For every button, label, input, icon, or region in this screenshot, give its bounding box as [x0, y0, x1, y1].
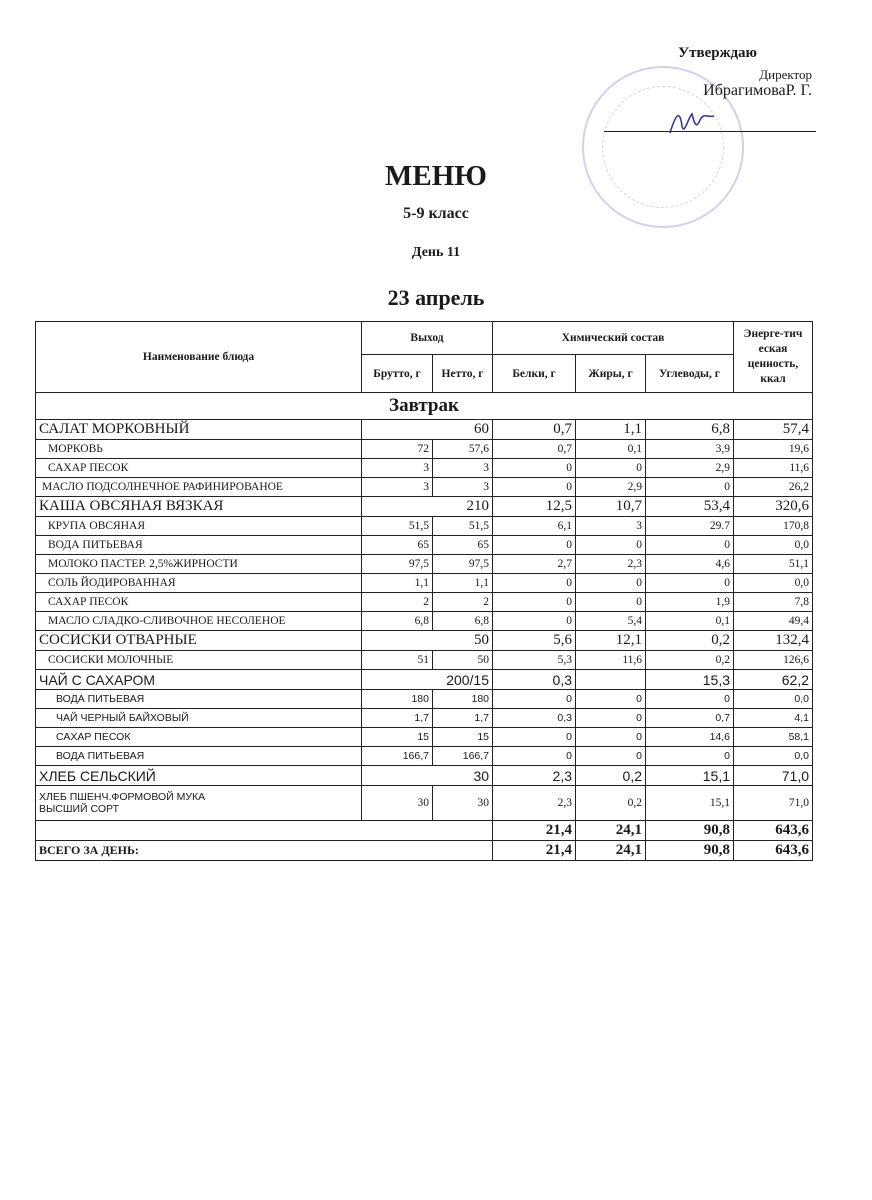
ingredient-netto: 3 [433, 459, 493, 478]
subtotal-row [36, 821, 813, 841]
ingredient-energy: 51,1 [734, 555, 813, 574]
ingredient-name: МОЛОКО ПАСТЕР. 2,5%ЖИРНОСТИ [36, 555, 362, 574]
ingredient-carbs: 0 [646, 478, 734, 497]
dish-row [36, 631, 813, 651]
ingredient-name: МАСЛО ПОДСОЛНЕЧНОЕ РАФИНИРОВАНОЕ [36, 478, 362, 497]
dish-name: КАША ОВСЯНАЯ ВЯЗКАЯ [36, 497, 362, 517]
dish-energy: 132,4 [734, 631, 813, 651]
ingredient-brutto: 30 [362, 786, 433, 821]
ingredient-name: ЧАЙ ЧЕРНЫЙ БАЙХОВЫЙ [36, 709, 362, 728]
ingredient-carbs: 2,9 [646, 459, 734, 478]
ingredient-energy: 49,4 [734, 612, 813, 631]
ingredient-name: МАСЛО СЛАДКО-СЛИВОЧНОЕ НЕСОЛЕНОЕ [36, 612, 362, 631]
dish-name: СОСИСКИ ОТВАРНЫЕ [36, 631, 362, 651]
ingredient-fat: 0 [576, 574, 646, 593]
total-row [36, 841, 813, 861]
dish-energy: 62,2 [734, 670, 813, 690]
ingredient-carbs: 0,2 [646, 651, 734, 670]
ingredient-brutto: 1,7 [362, 709, 433, 728]
ingredient-name: ХЛЕБ ПШЕНЧ.ФОРМОВОЙ МУКА ВЫСШИЙ СОРТ [36, 786, 362, 821]
dish-energy: 71,0 [734, 766, 813, 786]
ingredient-row [36, 478, 813, 497]
dish-carbs: 15,3 [646, 670, 734, 690]
ingredient-row [36, 747, 813, 766]
dish-row [36, 766, 813, 786]
ingredient-carbs: 0 [646, 574, 734, 593]
dish-fat: 1,1 [576, 420, 646, 440]
total-energy: 643,6 [734, 841, 813, 861]
dish-protein: 0,7 [493, 420, 576, 440]
ingredient-fat: 0 [576, 459, 646, 478]
ingredient-protein: 0 [493, 478, 576, 497]
ingredient-energy: 4,1 [734, 709, 813, 728]
ingredient-row [36, 651, 813, 670]
ingredient-carbs: 0,7 [646, 709, 734, 728]
ingredient-protein: 0 [493, 728, 576, 747]
dish-output: 50 [362, 631, 493, 651]
subtotal-carbs: 90,8 [646, 821, 734, 841]
ingredient-row [36, 517, 813, 536]
ingredient-fat: 5,4 [576, 612, 646, 631]
ingredient-fat: 0 [576, 709, 646, 728]
dish-fat: 12,1 [576, 631, 646, 651]
ingredient-carbs: 4,6 [646, 555, 734, 574]
ingredient-protein: 0,3 [493, 709, 576, 728]
ingredient-fat: 11,6 [576, 651, 646, 670]
day-label: День 11 [411, 245, 461, 260]
ingredient-energy: 0,0 [734, 690, 813, 709]
ingredient-netto: 166,7 [433, 747, 493, 766]
ingredient-brutto: 1,1 [362, 574, 433, 593]
total-carbs: 90,8 [646, 841, 734, 861]
ingredient-carbs: 1,9 [646, 593, 734, 612]
subtotal-energy: 643,6 [734, 821, 813, 841]
ingredient-energy: 0,0 [734, 574, 813, 593]
ingredient-netto: 1,7 [433, 709, 493, 728]
ingredient-netto: 6,8 [433, 612, 493, 631]
ingredient-brutto: 15 [362, 728, 433, 747]
dish-protein: 0,3 [493, 670, 576, 690]
director-position: Директор [759, 67, 812, 82]
ingredient-protein: 0 [493, 574, 576, 593]
ingredient-row [36, 709, 813, 728]
subtotal-fat: 24,1 [576, 821, 646, 841]
ingredient-protein: 0 [493, 459, 576, 478]
meal-title: Завтрак [36, 393, 813, 420]
col-header-output: Выход [362, 322, 493, 355]
ingredient-row [36, 786, 813, 821]
ingredient-fat: 0 [576, 690, 646, 709]
ingredient-carbs: 0 [646, 690, 734, 709]
dish-output: 30 [362, 766, 493, 786]
dish-name: ХЛЕБ СЕЛЬСКИЙ [36, 766, 362, 786]
dish-name: САЛАТ МОРКОВНЫЙ [36, 420, 362, 440]
ingredient-brutto: 3 [362, 459, 433, 478]
dish-energy: 57,4 [734, 420, 813, 440]
ingredient-fat: 0 [576, 593, 646, 612]
ingredient-name: МОРКОВЬ [36, 440, 362, 459]
ingredient-carbs: 3,9 [646, 440, 734, 459]
ingredient-protein: 2,7 [493, 555, 576, 574]
ingredient-carbs: 15,1 [646, 786, 734, 821]
ingredient-brutto: 2 [362, 593, 433, 612]
dish-carbs: 0,2 [646, 631, 734, 651]
ingredient-netto: 15 [433, 728, 493, 747]
dish-row [36, 420, 813, 440]
dish-row [36, 670, 813, 690]
ingredient-row [36, 612, 813, 631]
menu-table [35, 321, 813, 861]
ingredient-netto: 2 [433, 593, 493, 612]
signature-icon [668, 108, 718, 138]
ingredient-brutto: 6,8 [362, 612, 433, 631]
date-label: 23 апрель [387, 285, 485, 310]
ingredient-row [36, 574, 813, 593]
ingredient-netto: 97,5 [433, 555, 493, 574]
ingredient-brutto: 97,5 [362, 555, 433, 574]
ingredient-netto: 1,1 [433, 574, 493, 593]
ingredient-netto: 50 [433, 651, 493, 670]
ingredient-carbs: 29.7 [646, 517, 734, 536]
ingredient-row [36, 690, 813, 709]
ingredient-energy: 0,0 [734, 747, 813, 766]
ingredient-protein: 6,1 [493, 517, 576, 536]
ingredient-fat: 0 [576, 536, 646, 555]
ingredient-row [36, 536, 813, 555]
subtotal-label [36, 821, 493, 841]
ingredient-fat: 0 [576, 728, 646, 747]
director-name: ИбрагимоваР. Г. [703, 82, 812, 99]
ingredient-row [36, 593, 813, 612]
dish-name: ЧАЙ С САХАРОМ [36, 670, 362, 690]
dish-fat: 10,7 [576, 497, 646, 517]
ingredient-energy: 126,6 [734, 651, 813, 670]
ingredient-fat: 2,3 [576, 555, 646, 574]
ingredient-energy: 26,2 [734, 478, 813, 497]
dish-protein: 5,6 [493, 631, 576, 651]
dish-protein: 2,3 [493, 766, 576, 786]
ingredient-fat: 2,9 [576, 478, 646, 497]
total-protein: 21,4 [493, 841, 576, 861]
total-label: ВСЕГО ЗА ДЕНЬ: [36, 841, 493, 861]
ingredient-brutto: 51 [362, 651, 433, 670]
ingredient-carbs: 14,6 [646, 728, 734, 747]
ingredient-name: ВОДА ПИТЬЕВАЯ [36, 536, 362, 555]
ingredient-fat: 0,1 [576, 440, 646, 459]
dish-output: 210 [362, 497, 493, 517]
ingredient-netto: 51,5 [433, 517, 493, 536]
ingredient-brutto: 72 [362, 440, 433, 459]
ingredient-energy: 71,0 [734, 786, 813, 821]
ingredient-brutto: 65 [362, 536, 433, 555]
col-header-fat: Жиры, г [576, 355, 646, 393]
col-header-name: Наименование блюда [36, 322, 362, 393]
dish-fat: 0,2 [576, 766, 646, 786]
dish-energy: 320,6 [734, 497, 813, 517]
ingredient-name: СОЛЬ ЙОДИРОВАННАЯ [36, 574, 362, 593]
ingredient-energy: 19,6 [734, 440, 813, 459]
ingredient-brutto: 51,5 [362, 517, 433, 536]
grade-label: 5-9 класс [403, 205, 469, 222]
ingredient-name: КРУПА ОВСЯНАЯ [36, 517, 362, 536]
ingredient-name: ВОДА ПИТЬЕВАЯ [36, 690, 362, 709]
col-header-netto: Нетто, г [433, 355, 493, 393]
ingredient-netto: 65 [433, 536, 493, 555]
ingredient-name: САХАР ПЕСОК [36, 459, 362, 478]
ingredient-row [36, 728, 813, 747]
dish-carbs: 53,4 [646, 497, 734, 517]
dish-fat [576, 670, 646, 690]
ingredient-netto: 3 [433, 478, 493, 497]
dish-output: 200/15 [362, 670, 493, 690]
ingredient-protein: 2,3 [493, 786, 576, 821]
ingredient-protein: 0,7 [493, 440, 576, 459]
ingredient-name: СОСИСКИ МОЛОЧНЫЕ [36, 651, 362, 670]
ingredient-protein: 0 [493, 690, 576, 709]
ingredient-row [36, 555, 813, 574]
dish-protein: 12,5 [493, 497, 576, 517]
signature-line [604, 131, 816, 132]
ingredient-protein: 0 [493, 593, 576, 612]
ingredient-energy: 7,8 [734, 593, 813, 612]
ingredient-netto: 57,6 [433, 440, 493, 459]
ingredient-protein: 0 [493, 612, 576, 631]
col-header-carbs: Углеводы, г [646, 355, 734, 393]
ingredient-carbs: 0,1 [646, 612, 734, 631]
dish-carbs: 6,8 [646, 420, 734, 440]
col-header-energy: Энерге-тич еская ценность, ккал [734, 322, 813, 393]
ingredient-brutto: 166,7 [362, 747, 433, 766]
ingredient-netto: 30 [433, 786, 493, 821]
ingredient-protein: 5,3 [493, 651, 576, 670]
page-title: МЕНЮ [385, 160, 487, 192]
approve-label: Утверждаю [678, 45, 757, 61]
subtotal-protein: 21,4 [493, 821, 576, 841]
ingredient-fat: 0 [576, 747, 646, 766]
ingredient-row [36, 440, 813, 459]
total-fat: 24,1 [576, 841, 646, 861]
col-header-chem: Химический состав [493, 322, 734, 355]
ingredient-name: САХАР ПЕСОК [36, 728, 362, 747]
ingredient-energy: 11,6 [734, 459, 813, 478]
ingredient-carbs: 0 [646, 536, 734, 555]
ingredient-carbs: 0 [646, 747, 734, 766]
ingredient-energy: 58,1 [734, 728, 813, 747]
dish-carbs: 15,1 [646, 766, 734, 786]
ingredient-protein: 0 [493, 536, 576, 555]
ingredient-protein: 0 [493, 747, 576, 766]
col-header-protein: Белки, г [493, 355, 576, 393]
dish-row [36, 497, 813, 517]
ingredient-fat: 3 [576, 517, 646, 536]
dish-output: 60 [362, 420, 493, 440]
ingredient-energy: 170,8 [734, 517, 813, 536]
ingredient-brutto: 3 [362, 478, 433, 497]
ingredient-name: САХАР ПЕСОК [36, 593, 362, 612]
ingredient-fat: 0,2 [576, 786, 646, 821]
col-header-brutto: Брутто, г [362, 355, 433, 393]
ingredient-netto: 180 [433, 690, 493, 709]
ingredient-name: ВОДА ПИТЬЕВАЯ [36, 747, 362, 766]
ingredient-row [36, 459, 813, 478]
ingredient-energy: 0,0 [734, 536, 813, 555]
ingredient-brutto: 180 [362, 690, 433, 709]
